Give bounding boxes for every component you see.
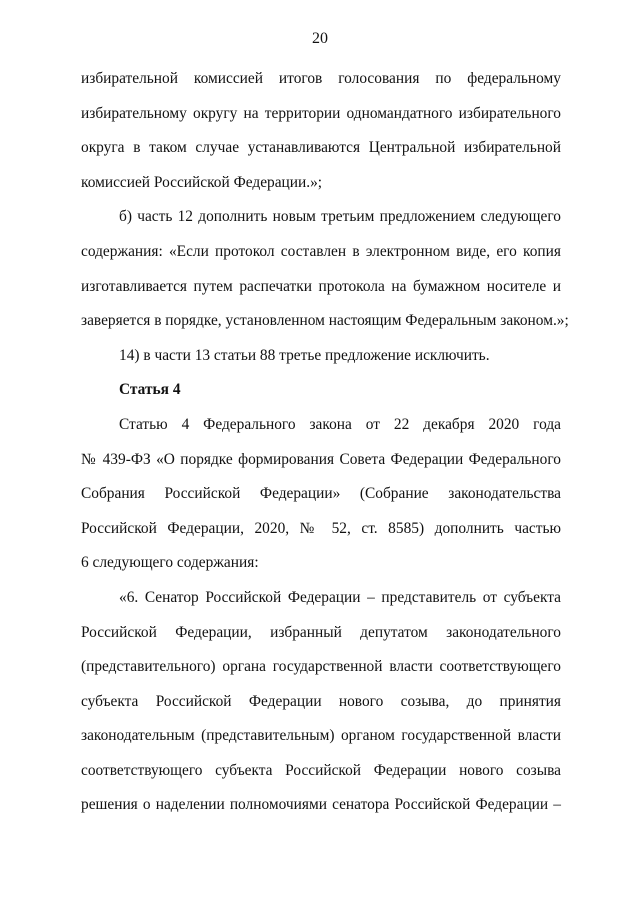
paragraph-article-4 — [81, 408, 561, 581]
document-body — [81, 62, 569, 823]
text-line: субъекта Российской Федерации нового созыва, до принятия — [81, 692, 561, 710]
paragraph-vote-results — [81, 62, 561, 200]
text-line: «6. Сенатор Российской Федерации – представитель от субъекта — [119, 588, 561, 606]
text-line: решения о наделении полномочиями сенатора Российской Федерации – — [81, 796, 561, 814]
text-line: законодательным (представительным) органом государственной власти — [81, 727, 561, 745]
page-number: 20 — [312, 30, 328, 47]
text-line: б) часть 12 дополнить новым третьим предложением следующего — [119, 208, 561, 226]
text-line: Статью 4 Федерального закона от 22 декабря 2020 года — [119, 415, 561, 433]
text-line: заверяется в порядке, установленном настоящим Федеральным законом.»; — [81, 312, 569, 330]
article-heading — [81, 373, 561, 408]
text-line: 14) в части 13 статьи 88 третье предложение исключить. — [119, 346, 490, 364]
paragraph-part-12 — [81, 200, 569, 338]
text-line: № 439-ФЗ «О порядке формирования Совета Федерации Федерального — [81, 450, 561, 468]
paragraph-part-6 — [81, 581, 561, 823]
text-line: изготавливается путем распечатки протокола на бумажном носителе и — [81, 277, 561, 295]
text-line: Российской Федерации, 2020, № 52, ст. 8585) дополнить частью — [81, 519, 561, 537]
text-line: комиссией Российской Федерации.»; — [81, 173, 323, 191]
text-line: избирательной комиссией итогов голосования по федеральному — [81, 70, 561, 87]
text-line: избирательному округу на территории одномандатного избирательного — [81, 104, 561, 122]
text-line: Российской Федерации, избранный депутатом законодательного — [81, 623, 561, 641]
article-title: Статья 4 — [119, 381, 181, 399]
paragraph-item-14 — [81, 339, 561, 374]
text-line: соответствующего субъекта Российской Федерации нового созыва — [81, 761, 561, 779]
text-line: содержания: «Если протокол составлен в электронном виде, его копия — [81, 242, 561, 260]
text-line: Собрания Российской Федерации» (Собрание законодательства — [81, 485, 561, 503]
text-line: 6 следующего содержания: — [81, 554, 259, 572]
text-line: (представительного) органа государственной власти соответствующего — [81, 658, 561, 676]
text-line: округа в таком случае устанавливаются Центральной избирательной — [81, 139, 561, 157]
